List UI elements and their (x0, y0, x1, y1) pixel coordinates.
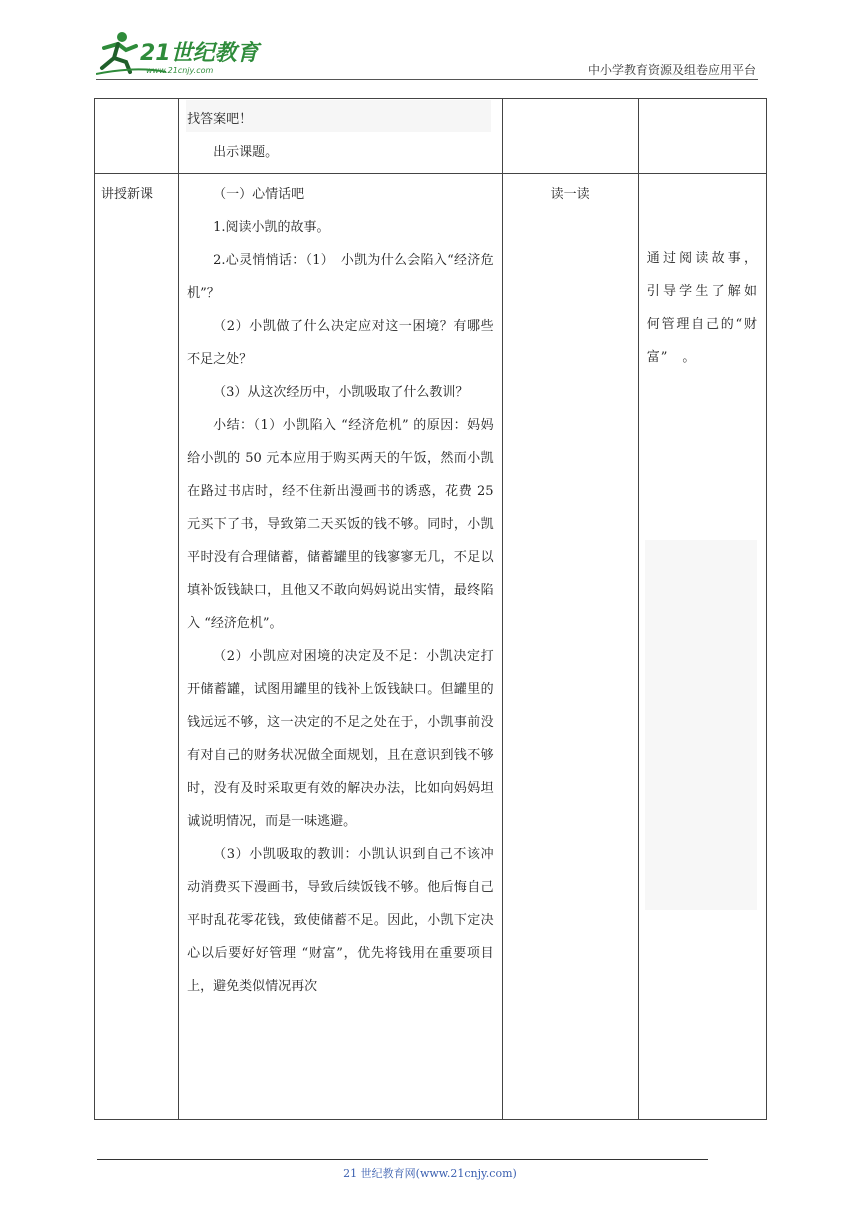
summary-paragraph: 小结：（1）小凯陷入 “经济危机” 的原因：妈妈给小凯的 50 元本应用于购买两天的午饭，然而小凯在路过书店时，经不住新出漫画书的诱惑，花费 25 元买下了书，导致第二天买饭的钱不够。同时，小凯平时没有合理储蓄，储蓄罐里的钱寥寥无几，不足以填补饭钱缺口，且他又不敢向妈妈说出实情，最终陷入 “经济危机”。 (187, 418, 494, 631)
table-row (95, 99, 767, 174)
activity-label: 读一读 (550, 187, 590, 202)
page-header (0, 0, 860, 90)
stage-label: 讲授新课 (101, 187, 154, 202)
header-divider (96, 79, 758, 80)
activity-cell (502, 174, 638, 1120)
logo-url: www.21cnjy.com (146, 66, 214, 75)
content-line: （2）小凯做了什么决定应对这一困境？有哪些不足之处？ (187, 319, 494, 367)
shaded-area (645, 540, 757, 910)
content-line: 2.心灵悄悄话：（1） 小凯为什么会陷入“经济危机”？ (187, 253, 494, 301)
summary-paragraph: （2）小凯应对困境的决定及不足：小凯决定打开储蓄罐，试图用罐里的钱补上饭钱缺口。但罐里的钱远远不够，这一决定的不足之处在于，小凯事前没有对自己的财务状况做全面规划，且在意识到钱不够时，没有及时采取更有效的解决办法，比如向妈妈坦诚说明情况，而是一味逃避。 (187, 649, 494, 829)
content-line: 找答案吧！ (187, 112, 253, 127)
content-cell (179, 99, 502, 174)
site-logo[interactable] (96, 30, 266, 76)
logo-text: 21世纪教育 (140, 41, 259, 66)
logo-runner-icon (96, 30, 266, 76)
section-heading: （一）心情话吧 (213, 187, 305, 202)
content-cell (179, 174, 502, 1120)
stage-cell (95, 174, 179, 1120)
stage-cell (95, 99, 179, 174)
platform-name: 中小学教育资源及组卷应用平台 (587, 63, 756, 77)
activity-cell (502, 99, 638, 174)
content-line: 出示课题。 (213, 145, 279, 160)
summary-paragraph: （3）小凯吸取的教训：小凯认识到自己不该冲动消费买下漫画书，导致后续饭钱不够。他后悔自己平时乱花零花钱，致使储蓄不足。因此，小凯下定决心以后要好好管理 “财富”，优先将钱用在重要项目上，避免类似情况再次 (187, 847, 494, 994)
footer-text[interactable]: 21 世纪教育网(www.21cnjy.com) (343, 1167, 517, 1180)
design-intent-text: 通过阅读故事，引导学生了解如何管理自己的“财富” 。 (646, 251, 758, 365)
intent-cell (638, 99, 766, 174)
footer-divider (97, 1159, 708, 1160)
content-line: 1.阅读小凯的故事。 (213, 220, 330, 235)
content-line: （3）从这次经历中，小凯吸取了什么教训？ (213, 385, 469, 400)
